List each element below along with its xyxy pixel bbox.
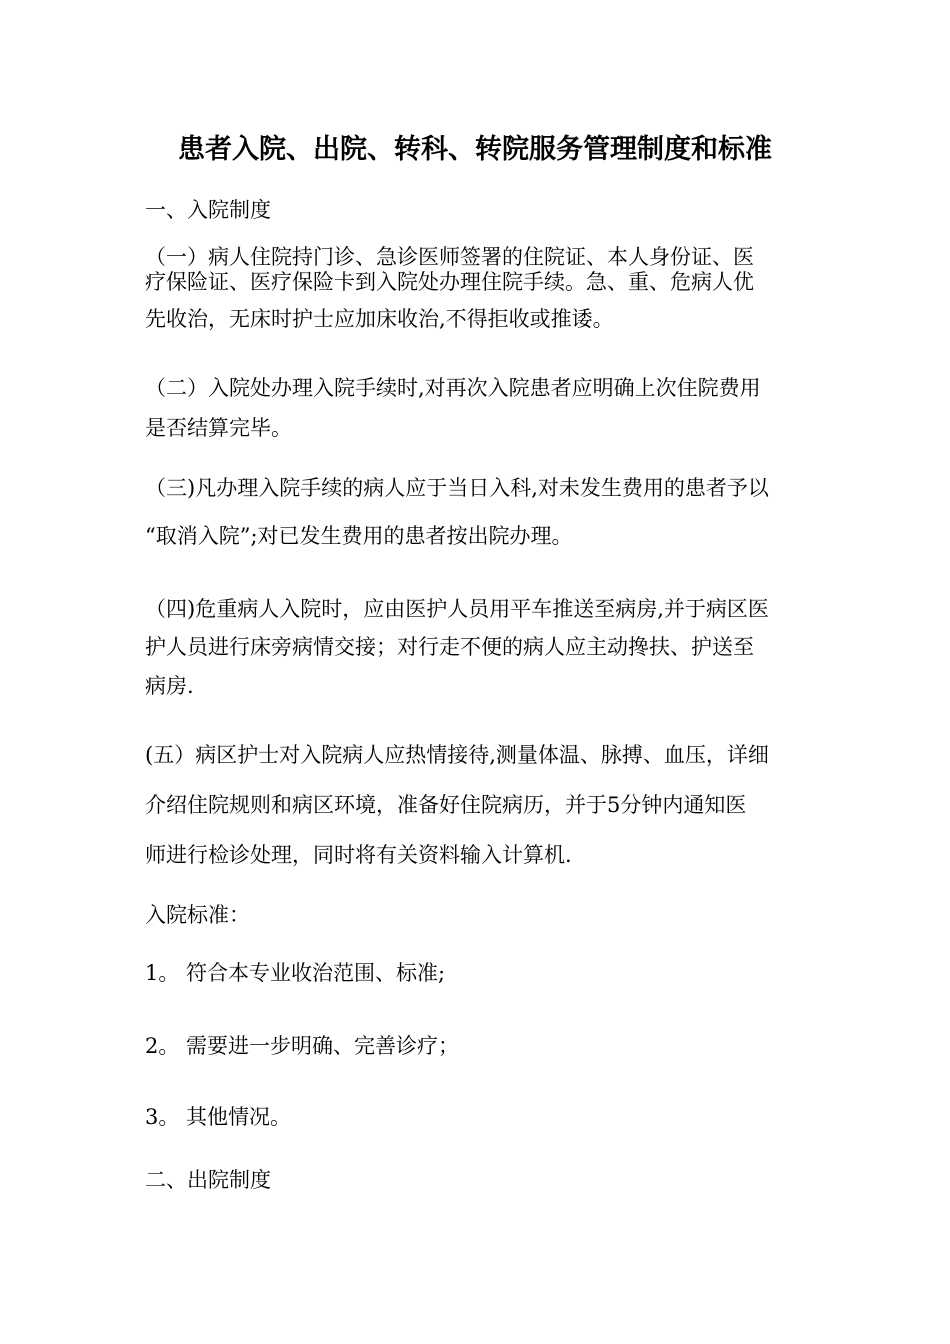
paragraph-line: （三)凡办理入院手续的病人应于当日入科,对未发生费用的患者予以: [145, 476, 769, 500]
paragraph-line: “取消入院”;对已发生费用的患者按出院办理。: [145, 524, 573, 548]
section-heading-admission: 一、入院制度: [145, 198, 271, 222]
list-item: 3。 其他情况。: [145, 1105, 292, 1129]
paragraph-line: （二）入院处办理入院手续时,对再次入院患者应明确上次住院费用: [145, 376, 761, 400]
list-item: 1。 符合本专业收治范围、标准;: [145, 961, 446, 985]
paragraph-line: 病房.: [145, 674, 194, 698]
section-heading-discharge: 二、出院制度: [145, 1168, 271, 1192]
paragraph-line: 是否结算完毕。: [145, 416, 292, 440]
paragraph-line: 介绍住院规则和病区环境，准备好住院病历，并于5分钟内通知医: [145, 793, 747, 817]
document-title: 患者入院、出院、转科、转院服务管理制度和标准: [178, 134, 772, 165]
subheading-admission-criteria: 入院标准：: [145, 903, 250, 927]
paragraph-line: 先收治，无床时护士应加床收治,不得拒收或推诿。: [145, 307, 614, 331]
paragraph-line: （四)危重病人入院时，应由医护人员用平车推送至病房,并于病区医: [145, 597, 769, 621]
paragraph-line: （一）病人住院持门诊、急诊医师签署的住院证、本人身份证、医: [145, 245, 754, 269]
list-item: 2。 需要进一步明确、完善诊疗；: [145, 1034, 460, 1058]
paragraph-line: (五）病区护士对入院病人应热情接待,测量体温、脉搏、血压，详细: [145, 743, 769, 767]
paragraph-line: 护人员进行床旁病情交接；对行走不便的病人应主动搀扶、护送至: [145, 635, 754, 659]
paragraph-line: 疗保险证、医疗保险卡到入院处办理住院手续。急、重、危病人优: [145, 270, 754, 294]
paragraph-line: 师进行检诊处理，同时将有关资料输入计算机.: [145, 843, 572, 867]
